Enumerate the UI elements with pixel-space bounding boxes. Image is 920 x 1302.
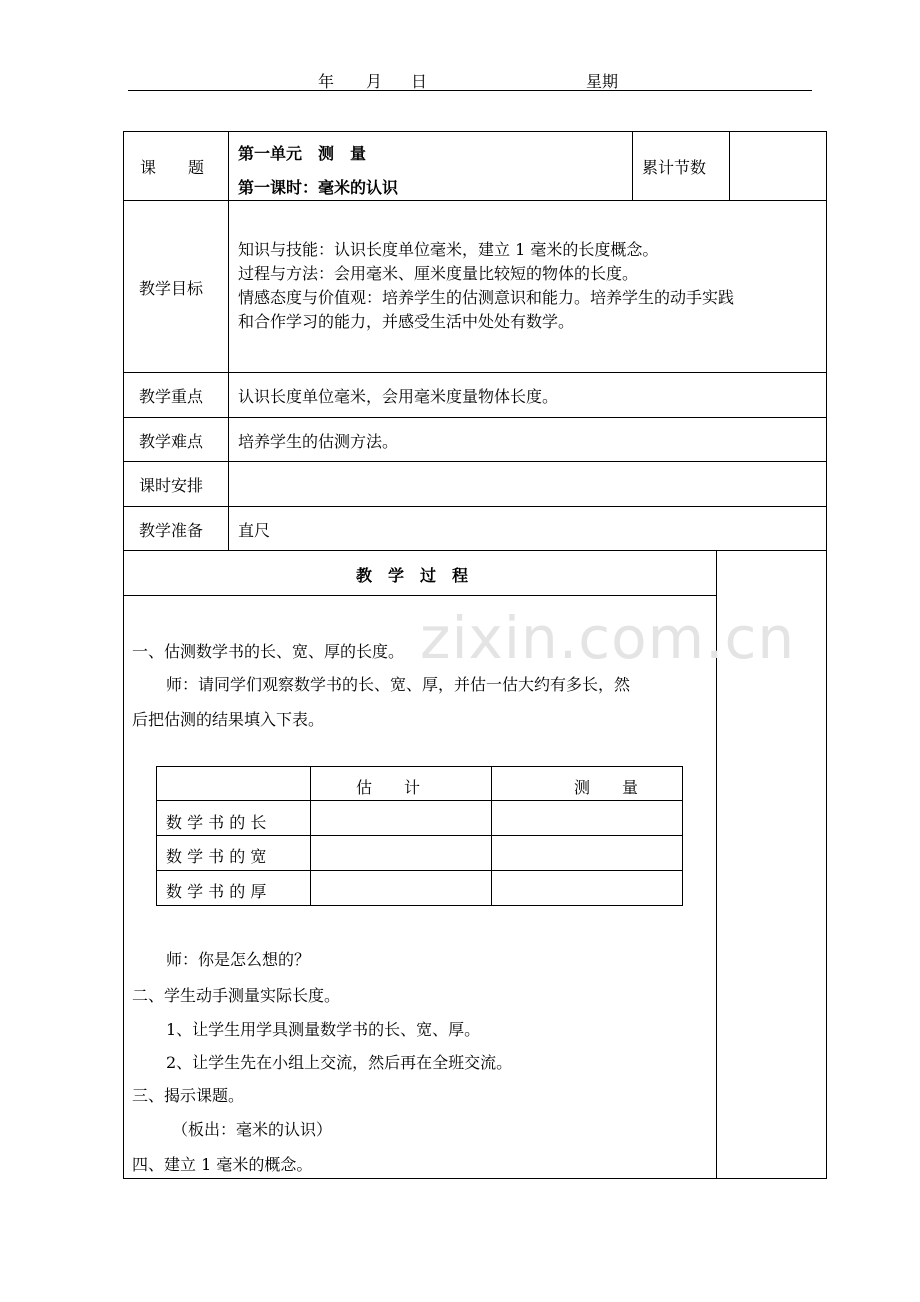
goal-attitude-cont: 和合作学习的能力，并感受生活中处处有数学。 — [238, 312, 575, 331]
process-question: 师：你是怎么想的？ — [166, 950, 311, 969]
row-book-width: 数 学 书 的 宽 — [166, 847, 267, 866]
process-step-1: 一、估测数学书的长、宽、厚的长度。 — [132, 642, 405, 661]
header-day: 日 — [411, 72, 428, 91]
key-label: 教学重点 — [139, 387, 204, 406]
header-year: 年 — [318, 72, 335, 91]
row-divider — [123, 595, 716, 596]
prep-value: 直尺 — [238, 521, 271, 540]
col-divider — [228, 131, 229, 551]
process-title: 教 学 过 程 — [356, 566, 469, 585]
estimate-col-header: 估 计 — [356, 778, 421, 797]
goals-label: 教学目标 — [139, 279, 204, 298]
process-step-3: 三、揭示课题。 — [132, 1086, 245, 1105]
process-teacher-prompt-cont: 后把估测的结果填入下表。 — [132, 710, 325, 729]
topic-label: 课 题 — [140, 158, 205, 177]
watermark: zixin.com.cn — [420, 604, 796, 672]
topic-unit: 第一单元 测 量 — [238, 144, 367, 163]
topic-lesson: 第一课时：毫米的认识 — [238, 178, 399, 197]
process-board-title: （板出：毫米的认识） — [172, 1120, 333, 1139]
estimate-col-divider — [491, 766, 492, 906]
process-teacher-prompt: 师：请同学们观察数学书的长、宽、厚，并估一估大约有多长，然 — [166, 675, 631, 694]
process-step-2: 二、学生动手测量实际长度。 — [132, 986, 341, 1005]
header-month: 月 — [366, 72, 383, 91]
process-step-2-1: 1、让学生用学具测量数学书的长、宽、厚。 — [166, 1020, 481, 1039]
measure-col-header: 测 量 — [574, 778, 639, 797]
prep-label: 教学准备 — [139, 521, 204, 540]
header-weekday: 星期 — [586, 72, 619, 91]
row-book-thickness: 数 学 书 的 厚 — [166, 882, 267, 901]
key-value: 认识长度单位毫米，会用毫米度量物体长度。 — [238, 387, 559, 406]
estimate-row-divider — [156, 835, 683, 836]
col-divider — [632, 131, 633, 201]
process-step-2-2: 2、让学生先在小组上交流，然后再在全班交流。 — [166, 1053, 513, 1072]
row-book-length: 数 学 书 的 长 — [166, 813, 267, 832]
goals-text — [238, 238, 824, 334]
difficulty-label: 教学难点 — [139, 432, 204, 451]
estimate-row-divider — [156, 870, 683, 871]
schedule-label: 课时安排 — [139, 476, 204, 495]
difficulty-value: 培养学生的估测方法。 — [238, 432, 399, 451]
estimate-col-divider — [310, 766, 311, 906]
col-divider — [729, 131, 730, 201]
total-periods-label: 累计节数 — [642, 158, 707, 177]
goal-knowledge: 知识与技能：认识长度单位毫米，建立 1 毫米的长度概念。 — [238, 240, 659, 259]
goal-process: 过程与方法：会用毫米、厘米度量比较短的物体的长度。 — [238, 264, 639, 283]
goal-attitude: 情感态度与价值观：培养学生的估测意识和能力。培养学生的动手实践 — [238, 288, 735, 307]
process-step-4: 四、建立 1 毫米的概念。 — [132, 1155, 313, 1174]
header-rule — [128, 90, 812, 91]
estimate-row-divider — [156, 800, 683, 801]
